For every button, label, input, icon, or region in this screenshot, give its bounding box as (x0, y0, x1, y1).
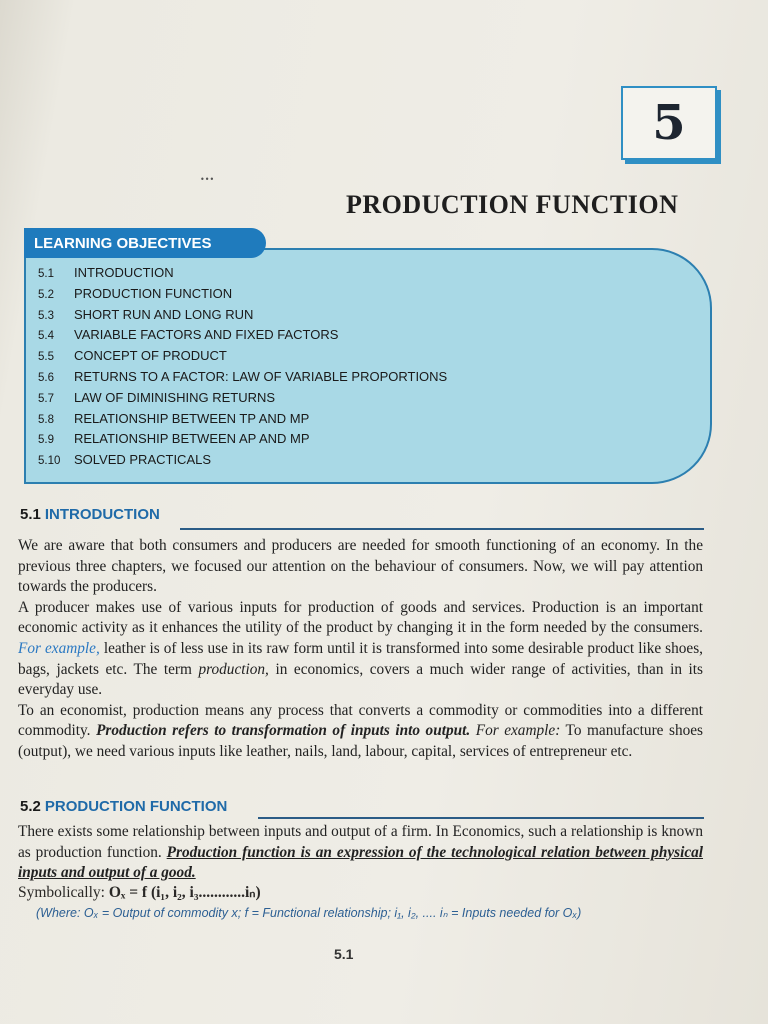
paragraph (18, 701, 703, 763)
objective-number: 5.10 (38, 455, 61, 468)
example-label: For example, (18, 639, 100, 657)
objective-number: 5.9 (38, 434, 54, 447)
definition-production: Production refers to transformation of inputs into output. (96, 722, 471, 740)
objective-item (38, 450, 447, 471)
section-title: PRODUCTION FUNCTION (44, 798, 228, 815)
text-run: To manufacture shoes (output), we need various inputs like leather, nails, land, labour, capital, services of entrepreneur etc. (18, 722, 704, 760)
example-label: For example: (470, 722, 561, 740)
objective-item (38, 263, 447, 284)
objective-number: 5.6 (38, 371, 54, 384)
objective-item (38, 409, 447, 430)
paragraph (18, 822, 703, 884)
objective-item (38, 367, 447, 388)
section-heading-production-function (20, 798, 227, 815)
objective-label: CONCEPT OF PRODUCT (74, 348, 227, 364)
chapter-title: PRODUCTION FUNCTION (346, 190, 679, 219)
term-production: production, (198, 660, 269, 678)
objective-number: 5.7 (38, 392, 54, 405)
chapter-number-box (621, 86, 717, 160)
objective-item (38, 346, 447, 367)
objective-number: 5.5 (38, 351, 54, 364)
objective-label: RETURNS TO A FACTOR: LAW OF VARIABLE PROPORTIONS (74, 368, 448, 384)
formula: Oₓ = f (i₁, i₂, i₃............iₙ) (108, 884, 261, 901)
learning-objectives-heading: LEARNING OBJECTIVES (24, 228, 266, 258)
objective-number: 5.2 (38, 288, 54, 301)
section-rule (258, 817, 704, 819)
section-heading-introduction (20, 506, 160, 523)
section-number: 5.1 (20, 506, 41, 523)
objective-item (38, 284, 447, 305)
text-run: A producer makes use of various inputs for production of goods and services. Production is an important economic activity as it enhances the utility of the product by changing it in the form needed by the consumers. (18, 598, 703, 637)
introduction-body (18, 536, 703, 763)
paragraph: We are aware that both consumers and producers are needed for smooth functioning of an economy. In the previous three chapters, we focused our attention on the behaviour of consumers. Now, we will pay attention towards the producers. (18, 537, 703, 596)
definition-production-function: Production function is an expression of the technological relation between physical inputs and output of a good. (18, 843, 704, 882)
objective-number: 5.3 (38, 309, 54, 322)
objective-label: INTRODUCTION (74, 265, 174, 280)
objective-label: SOLVED PRACTICALS (74, 452, 212, 468)
objective-number: 5.8 (38, 413, 54, 426)
objective-label: RELATIONSHIP BETWEEN TP AND MP (74, 410, 310, 426)
print-speck: ••• (200, 175, 215, 184)
objective-label: PRODUCTION FUNCTION (74, 285, 233, 301)
objective-number: 5.1 (38, 268, 54, 280)
objective-label: SHORT RUN AND LONG RUN (74, 306, 254, 322)
paragraph (18, 598, 703, 701)
text-run: leather is of less use in its raw form until it is transformed into some desirable product like shoes, bags, jackets etc. The term (18, 639, 703, 678)
section-number: 5.2 (20, 798, 41, 815)
objective-item (38, 388, 447, 409)
objective-item (38, 305, 447, 326)
chapter-number: 5 (652, 95, 686, 151)
learning-objectives-list (38, 263, 447, 471)
objective-item (38, 325, 447, 346)
formula-legend: (Where: Oₓ = Output of commodity x; f = Functional relationship; i₁, i₂, .... iₙ = Inputs needed for Oₓ) (36, 906, 582, 920)
objective-number: 5.4 (38, 330, 54, 343)
text-run: To an economist, production means any process that converts a commodity or commodities into a different commodity. (18, 701, 703, 740)
text-run: There exists some relationship between inputs and output of a firm. In Economics, such a relationship is known as production function. (18, 823, 703, 861)
objective-label: VARIABLE FACTORS AND FIXED FACTORS (74, 327, 339, 343)
section-rule (180, 528, 704, 530)
objective-label: LAW OF DIMINISHING RETURNS (74, 389, 276, 405)
symbolic-formula (18, 883, 261, 902)
objective-label: RELATIONSHIP BETWEEN AP AND MP (74, 431, 310, 447)
objective-item (38, 429, 447, 450)
production-function-body (18, 822, 703, 884)
page-number: 5.1 (334, 946, 354, 962)
text-run: in economics, covers a much wider range of activities, than in its everyday use. (18, 660, 704, 699)
section-title: INTRODUCTION (44, 506, 160, 523)
symbolically-label: Symbolically: (18, 884, 109, 901)
